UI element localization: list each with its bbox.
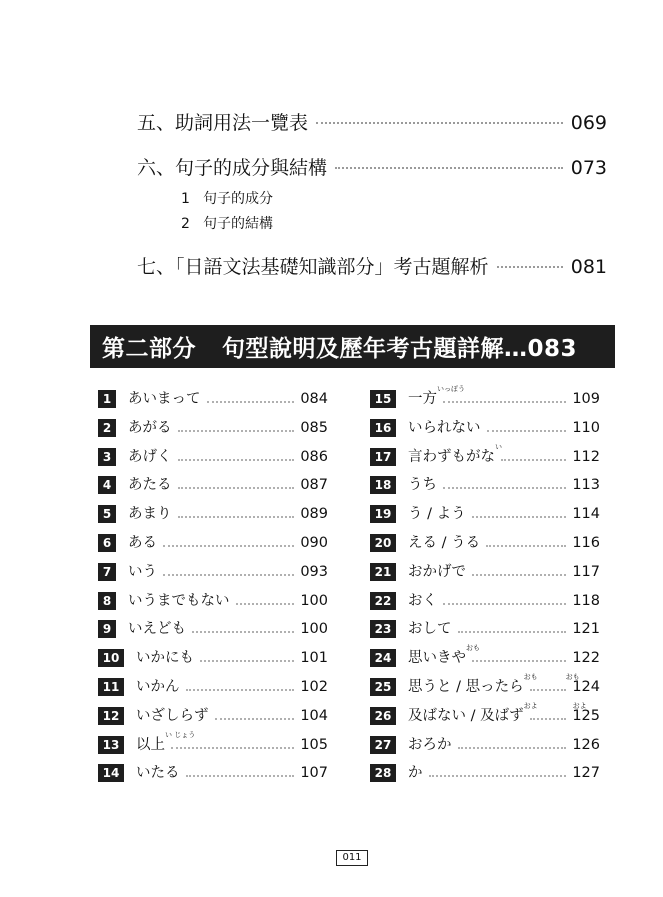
entry-row: [370, 380, 600, 408]
dot-leader: [486, 545, 566, 547]
entry-page: 118: [572, 592, 600, 609]
entry-label: える / うる: [408, 535, 481, 551]
dot-leader: [200, 660, 294, 662]
entry-row: [370, 524, 600, 552]
dot-leader: [207, 401, 295, 403]
dot-leader: [163, 545, 294, 547]
dot-leader: [192, 631, 294, 633]
entry-label: 以上: [136, 736, 165, 753]
entry-page: 125: [572, 707, 600, 724]
dot-leader: [178, 487, 295, 489]
entry-number-badge: 5: [98, 505, 116, 523]
toc-row: [137, 108, 607, 135]
entry-label: 思うと / 思ったら: [408, 679, 524, 695]
toc-label: 七、「日語文法基礎知識部分」考古題解析: [137, 256, 489, 278]
entry-page: 093: [300, 563, 328, 580]
dot-leader: [458, 631, 567, 633]
dot-leader: [178, 516, 295, 518]
toc-subitem: [181, 213, 273, 233]
entry-page: 121: [572, 621, 600, 638]
dot-leader: [178, 459, 295, 461]
entry-text: [128, 476, 172, 494]
toc-page: 069: [570, 112, 607, 134]
entry-text: [136, 649, 194, 667]
furigana: いっぽう: [437, 385, 465, 393]
entry-label: 思いきや: [408, 650, 466, 667]
furigana: おも: [466, 644, 480, 653]
furigana: およ およ: [523, 701, 587, 710]
subitem-number: 1: [181, 191, 190, 207]
toc-row: [137, 153, 607, 180]
entry-text: [128, 534, 157, 552]
dot-leader: [530, 689, 567, 691]
dot-leader: [171, 747, 294, 749]
entry-number-badge: 18: [370, 476, 396, 494]
entry-row: [98, 668, 328, 696]
entry-row: [98, 438, 328, 466]
entry-label: ある: [128, 535, 157, 551]
entry-number-badge: 11: [98, 678, 124, 696]
entry-row: [370, 726, 600, 754]
entry-number-badge: 13: [98, 736, 124, 754]
entry-number-badge: 20: [370, 534, 396, 552]
entry-text: [128, 592, 230, 610]
entry-label: いたる: [136, 765, 180, 782]
entry-label: あがる: [128, 419, 172, 436]
entry-label: おかげで: [408, 563, 466, 580]
dot-leader: [530, 718, 567, 720]
entry-number-badge: 26: [370, 707, 396, 725]
entry-text: [128, 563, 157, 581]
entry-number-badge: 19: [370, 505, 396, 523]
entry-row: [370, 466, 600, 494]
entry-number-badge: 9: [98, 620, 116, 638]
entry-label: いられない: [408, 419, 481, 436]
entry-page: 113: [572, 477, 600, 494]
entry-number-badge: 16: [370, 419, 396, 437]
entry-label: 言わずもがな: [408, 448, 495, 465]
entry-number-badge: 12: [98, 707, 124, 725]
entry-text: [408, 476, 437, 494]
entry-page: 116: [572, 535, 600, 551]
entry-page: 126: [572, 736, 600, 753]
entry-text: [408, 764, 423, 782]
entry-number-badge: 6: [98, 534, 116, 552]
dot-leader: [163, 574, 294, 576]
dot-leader: [501, 459, 566, 461]
entry-row: [98, 409, 328, 437]
entry-row: [370, 754, 600, 782]
entry-label: 及ばない / 及ばず: [408, 707, 524, 724]
entry-number-badge: 4: [98, 476, 116, 494]
dot-leader: [443, 603, 566, 605]
entry-page: 117: [572, 563, 600, 580]
dot-leader: [335, 167, 563, 169]
entry-row: [98, 697, 328, 725]
entry-page: 101: [300, 650, 328, 667]
entry-text: [128, 390, 201, 408]
entry-label: いかにも: [136, 650, 194, 667]
entry-label: あいまって: [128, 391, 201, 407]
entry-text: [408, 563, 466, 581]
dot-leader: [429, 775, 567, 777]
dot-leader: [472, 660, 566, 662]
entry-label: うち: [408, 477, 437, 494]
dot-leader: [497, 266, 563, 268]
dot-leader: [316, 122, 563, 124]
entry-row: [370, 438, 600, 466]
entry-row: [370, 582, 600, 610]
entry-page: 102: [300, 679, 328, 695]
entry-text: [408, 385, 465, 408]
entry-text: [128, 419, 172, 437]
entry-row: [370, 639, 600, 667]
entry-number-badge: 2: [98, 419, 116, 437]
entry-number-badge: 3: [98, 448, 116, 466]
entry-text: [408, 534, 480, 552]
entry-text: [136, 764, 180, 782]
entry-label: か: [408, 765, 423, 782]
entry-text: [408, 592, 437, 610]
entry-number-badge: 28: [370, 764, 396, 782]
entry-text: [136, 707, 209, 725]
entry-text: [408, 442, 502, 466]
entry-row: [370, 697, 600, 725]
entry-page: 124: [572, 679, 600, 695]
entry-text: [136, 730, 196, 754]
entry-label: おろか: [408, 736, 452, 753]
entry-page: 107: [300, 765, 328, 782]
entry-number-badge: 23: [370, 620, 396, 638]
entry-row: [370, 409, 600, 437]
entry-text: [128, 448, 172, 466]
entry-row: [98, 610, 328, 638]
banner-part: 第二部分: [102, 336, 196, 362]
part-banner: [90, 325, 615, 368]
entry-page: 086: [300, 448, 328, 465]
entry-page: 104: [300, 707, 328, 724]
page-number: 011: [336, 850, 368, 866]
entry-number-badge: 22: [370, 592, 396, 610]
entry-row: [98, 380, 328, 408]
toc-subitem: [181, 188, 273, 208]
dot-leader: [443, 401, 566, 403]
dot-leader: [487, 430, 567, 432]
entry-page: 090: [300, 535, 328, 551]
entry-row: [98, 495, 328, 523]
entry-label: 一方: [408, 391, 437, 407]
entry-page: 112: [572, 448, 600, 465]
entry-row: [98, 754, 328, 782]
subitem-label: 句子的結構: [203, 216, 273, 232]
entry-number-badge: 10: [98, 649, 124, 667]
dot-leader: [472, 574, 566, 576]
entry-page: 105: [300, 736, 328, 753]
entry-label: いざしらず: [136, 707, 209, 724]
entry-number-badge: 25: [370, 678, 396, 696]
toc-page: 081: [570, 256, 607, 278]
toc-page: 073: [570, 157, 607, 179]
entry-page: 087: [300, 477, 328, 494]
entry-page: 122: [572, 650, 600, 667]
subitem-label: 句子的成分: [203, 191, 273, 207]
entry-text: [408, 736, 452, 754]
entry-row: [98, 524, 328, 552]
entry-text: [408, 620, 452, 638]
entry-label: おく: [408, 592, 437, 609]
entry-row: [98, 582, 328, 610]
furigana: おも おも: [523, 673, 580, 681]
dot-leader: [186, 689, 295, 691]
entry-number-badge: 8: [98, 592, 116, 610]
entry-number-badge: 21: [370, 563, 396, 581]
dot-leader: [178, 430, 295, 432]
entry-row: [370, 495, 600, 523]
entry-label: おして: [408, 621, 452, 638]
entry-text: [408, 505, 466, 523]
entry-row: [370, 553, 600, 581]
entry-number-badge: 15: [370, 390, 396, 408]
entry-row: [370, 668, 600, 696]
entry-page: 100: [300, 592, 328, 609]
entry-page: 089: [300, 506, 328, 523]
entry-label: あたる: [128, 477, 172, 494]
entry-label: いえども: [128, 621, 186, 638]
entry-page: 110: [572, 419, 600, 436]
dot-leader: [215, 718, 295, 720]
furigana: い: [495, 442, 502, 451]
entry-page: 127: [572, 765, 600, 782]
entry-text: [408, 419, 481, 437]
entry-text: [128, 505, 172, 523]
entry-text: [136, 678, 180, 696]
banner-title: 句型說明及歷年考古題詳解…083: [222, 336, 578, 362]
entry-page: 084: [300, 391, 328, 407]
entry-page: 109: [572, 391, 600, 407]
furigana: い じょう: [165, 730, 196, 739]
entry-page: 085: [300, 419, 328, 436]
entry-row: [98, 639, 328, 667]
toc-label: 六、句子的成分與結構: [137, 157, 328, 179]
dot-leader: [472, 516, 567, 518]
entry-label: あまり: [128, 506, 172, 523]
entry-number-badge: 14: [98, 764, 124, 782]
entry-text: [128, 620, 186, 638]
dot-leader: [458, 747, 567, 749]
entry-page: 100: [300, 621, 328, 638]
subitem-number: 2: [181, 216, 190, 232]
entry-label: いう: [128, 563, 157, 580]
entry-number-badge: 1: [98, 390, 116, 408]
toc-row: [137, 252, 607, 279]
entry-number-badge: 24: [370, 649, 396, 667]
entry-number-badge: 17: [370, 448, 396, 466]
entry-row: [98, 466, 328, 494]
entry-row: [98, 726, 328, 754]
toc-label: 五、助詞用法一覽表: [137, 112, 309, 134]
entry-page: 114: [572, 506, 600, 523]
dot-leader: [186, 775, 295, 777]
entry-number-badge: 27: [370, 736, 396, 754]
dot-leader: [443, 487, 566, 489]
entry-text: [408, 644, 480, 667]
entry-number-badge: 7: [98, 563, 116, 581]
dot-leader: [236, 603, 295, 605]
entry-label: う / よう: [408, 506, 466, 523]
entry-row: [98, 553, 328, 581]
entry-label: あげく: [128, 448, 172, 465]
entry-label: いうまでもない: [128, 592, 230, 609]
entry-label: いかん: [136, 679, 180, 695]
entry-row: [370, 610, 600, 638]
entry-text: [408, 673, 580, 696]
